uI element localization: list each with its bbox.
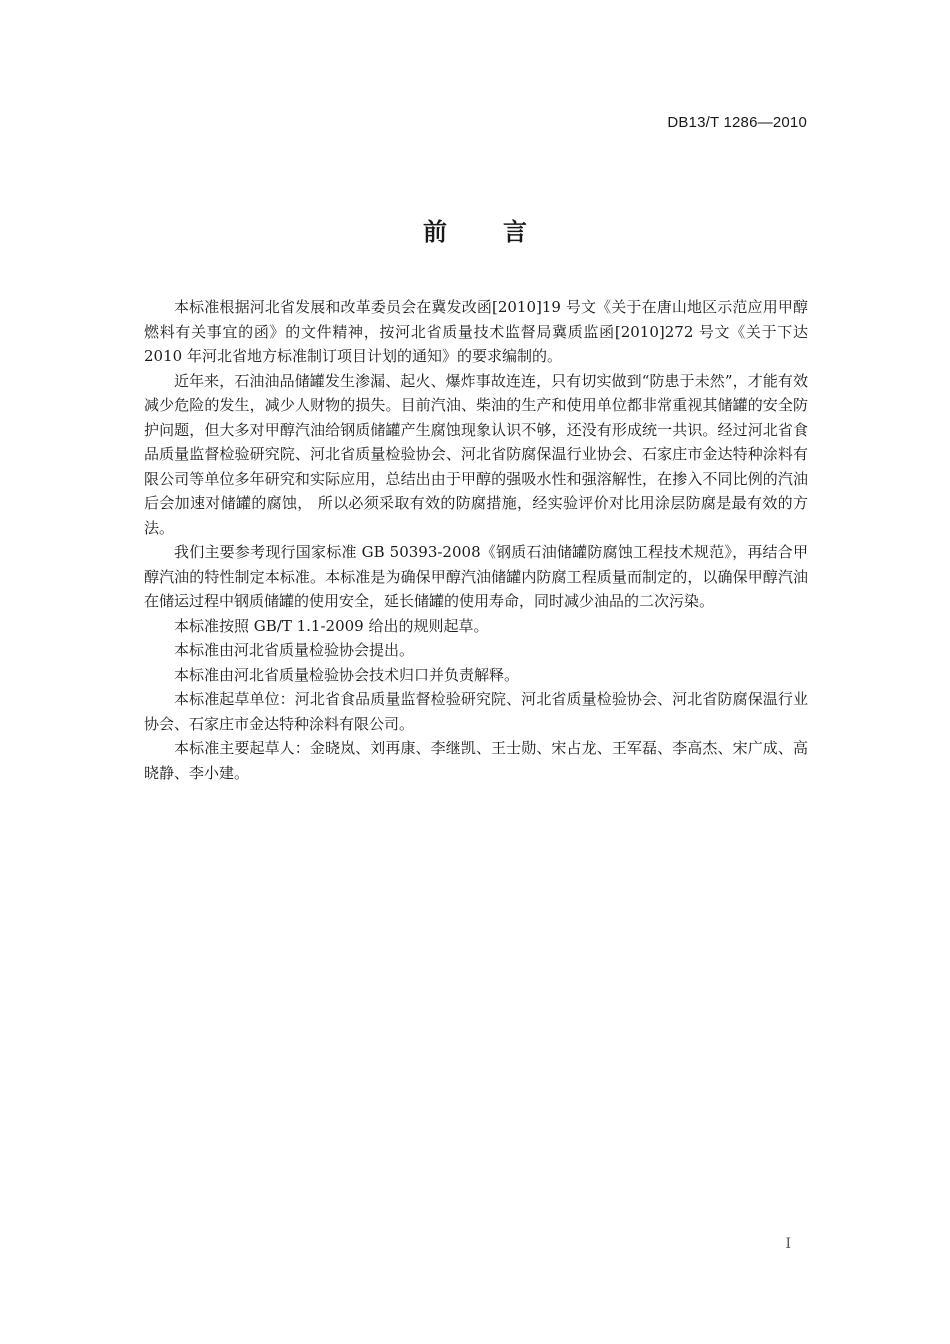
paragraph: 本标准按照 GB/T 1.1-2009 给出的规则起草。 (174, 616, 489, 635)
page-title: 前言 (423, 218, 583, 246)
paragraph: 本标准根据河北省发展和改革委员会在冀发改函[2010]19 号文《关于在唐山地区示范应用甲醇燃料有关事宜的函》的文件精神，按河北省质量技术监督局冀质监函[2010]272 号文《关于下达 2010 年河北省地方标准制订项目计划的通知》的要求编制的。 (144, 298, 808, 365)
paragraph: 本标准由河北省质量检验协会技术归口并负责解释。 (174, 665, 520, 684)
paragraph: 我们主要参考现行国家标准 GB 50393-2008《钢质石油储罐防腐蚀工程技术规范》，再结合甲醇汽油的特性制定本标准。本标准是为确保甲醇汽油储罐内防腐工程质量而制定的，以确保甲醇汽油在储运过程中钢质储罐的使用安全，延长储罐的使用寿命，同时减少油品的二次污染。 (144, 543, 808, 610)
paragraph: 本标准由河北省质量检验协会提出。 (174, 641, 415, 659)
page-number: I (785, 1236, 791, 1252)
paragraph: 近年来，石油油品储罐发生渗漏、起火、爆炸事故连连，只有切实做到“防患于未然”，才能有效减少危险的发生，减少人财物的损失。目前汽油、柴油的生产和使用单位都非常重视其储罐的安全防护问题，但大多对甲醇汽油给钢质储罐产生腐蚀现象认识不够，还没有形成统一共识。经过河北省食品质量监督检验研究院、河北省质量检验协会、河北省防腐保温行业协会、石家庄市金达特种涂料有限公司等单位多年研究和实际应用，总结出由于甲醇的强吸水性和强溶解性，在掺入不同比例的汽油后会加速对储罐的腐蚀， 所以必须采取有效的防腐措施，经实验评价对比用涂层防腐是最有效的方法。 (144, 371, 808, 537)
paragraph: 本标准主要起草人：金晓岚、刘再康、李继凯、王士勋、宋占龙、王军磊、李高杰、宋广成、高晓静、李小建。 (144, 739, 808, 782)
paragraph: 本标准起草单位：河北省食品质量监督检验研究院、河北省质量检验协会、河北省防腐保温行业协会、石家庄市金达特种涂料有限公司。 (144, 690, 808, 733)
document-code: DB13/T 1286—2010 (667, 114, 807, 131)
body-text (144, 295, 808, 785)
